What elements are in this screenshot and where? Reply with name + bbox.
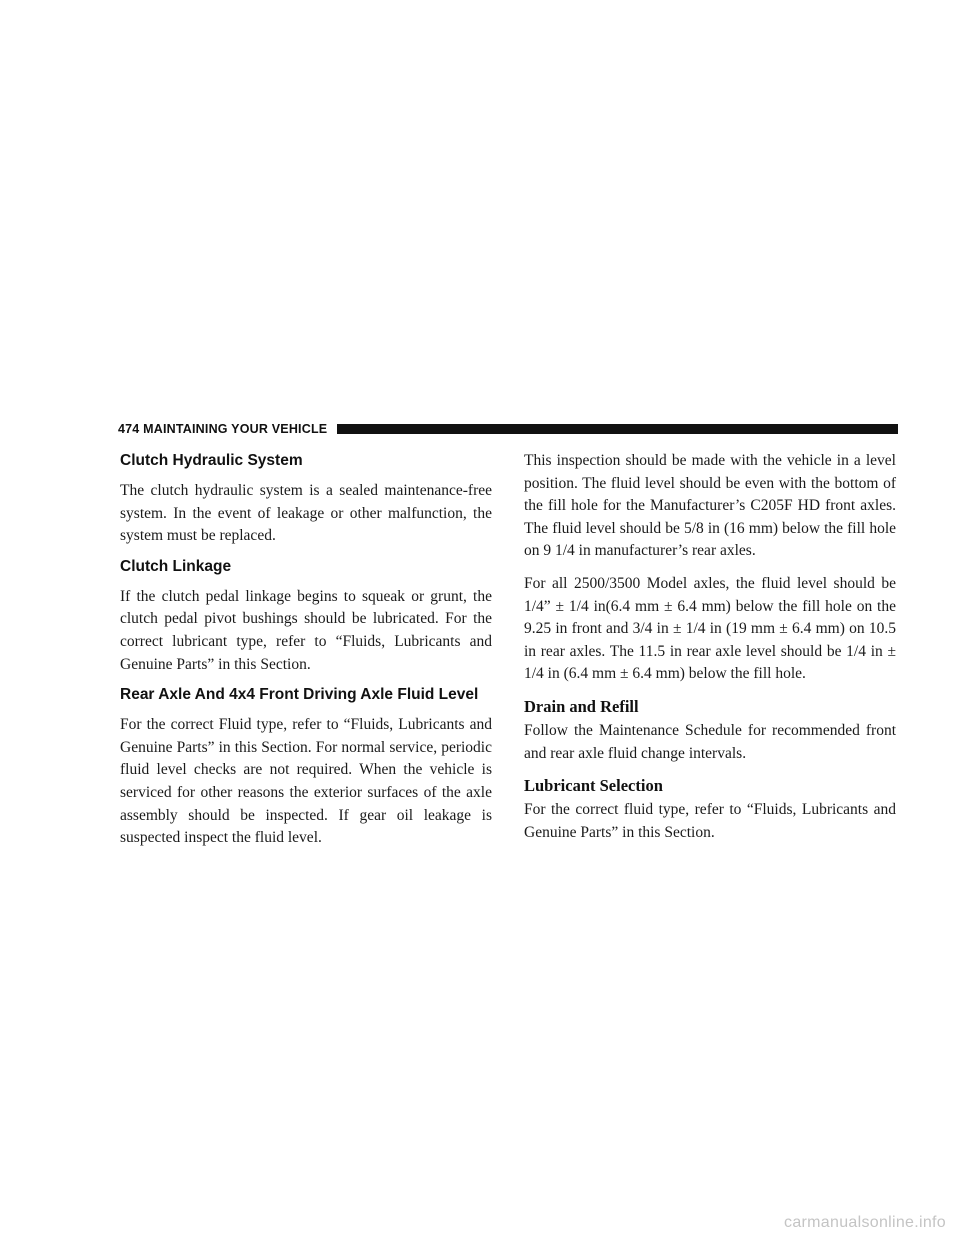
heading-clutch-linkage: Clutch Linkage — [120, 557, 232, 575]
heading-clutch-hydraulic-system: Clutch Hydraulic System — [120, 452, 303, 469]
paragraph-lubricant-selection: For the correct fluid type, refer to “Fluids, Lubricants and Genuine Parts” in this Section. — [524, 801, 896, 841]
heading-axle-fluid-level: Rear Axle And 4x4 Front Driving Axle Fluid Level — [120, 686, 479, 704]
paragraph-axle-fluid-level: For the correct Fluid type, refer to “Fluids, Lubricants and Genuine Parts” in this Section. For normal service, periodic fluid level checks are not required. When the vehicle is serviced for other reasons the exterior surfaces of the axle assembly should be inspected. If gear oil leakage is suspected inspect the fluid level. — [120, 716, 492, 847]
paragraph-clutch-linkage: If the clutch pedal linkage begins to squeak or grunt, the clutch pedal pivot bushings should be lubricated. For the correct lubricant type, refer to “Fluids, Lubricants and Genuine Parts” in this Section. — [120, 587, 492, 673]
paragraph-inspection-level: This inspection should be made with the vehicle in a level position. The fluid level should be even with the bottom of the fill hole for the Manufacturer’s C205F HD front axles. The fluid level should be 5/8 in (16 mm) below the fill hole on 9 1/4 in manufacturer’s rear axles. — [524, 452, 896, 560]
paragraph-drain-and-refill: Follow the Maintenance Schedule for recommended front and rear axle fluid change intervals. — [524, 721, 896, 762]
paragraph-2500-3500-axles: For all 2500/3500 Model axles, the fluid level should be 1/4” ± 1/4 in(6.4 mm ± 6.4 mm) below the fill hole on the 9.25 in front and 3/4 in ± 1/4 in (19 mm ± 6.4 mm) on 10.5 in rear axles. The 11.5 in rear axle level should be 1/4 in ± 1/4 in (6.4 mm ± 6.4 mm) below the fill hole. — [524, 574, 896, 683]
paragraph-clutch-hydraulic-system: The clutch hydraulic system is a sealed maintenance-free system. In the event of leakage or other malfunction, the system must be replaced. — [120, 482, 492, 545]
page-number-and-chapter: 474 MAINTAINING YOUR VEHICLE — [118, 422, 328, 436]
left-column — [120, 450, 492, 858]
heading-drain-and-refill: Drain and Refill — [524, 696, 639, 716]
page-header — [118, 420, 898, 438]
header-rule — [337, 424, 898, 434]
right-column — [524, 450, 896, 854]
heading-lubricant-selection: Lubricant Selection — [524, 776, 663, 796]
watermark-text: carmanualsonline.info — [784, 1214, 946, 1231]
